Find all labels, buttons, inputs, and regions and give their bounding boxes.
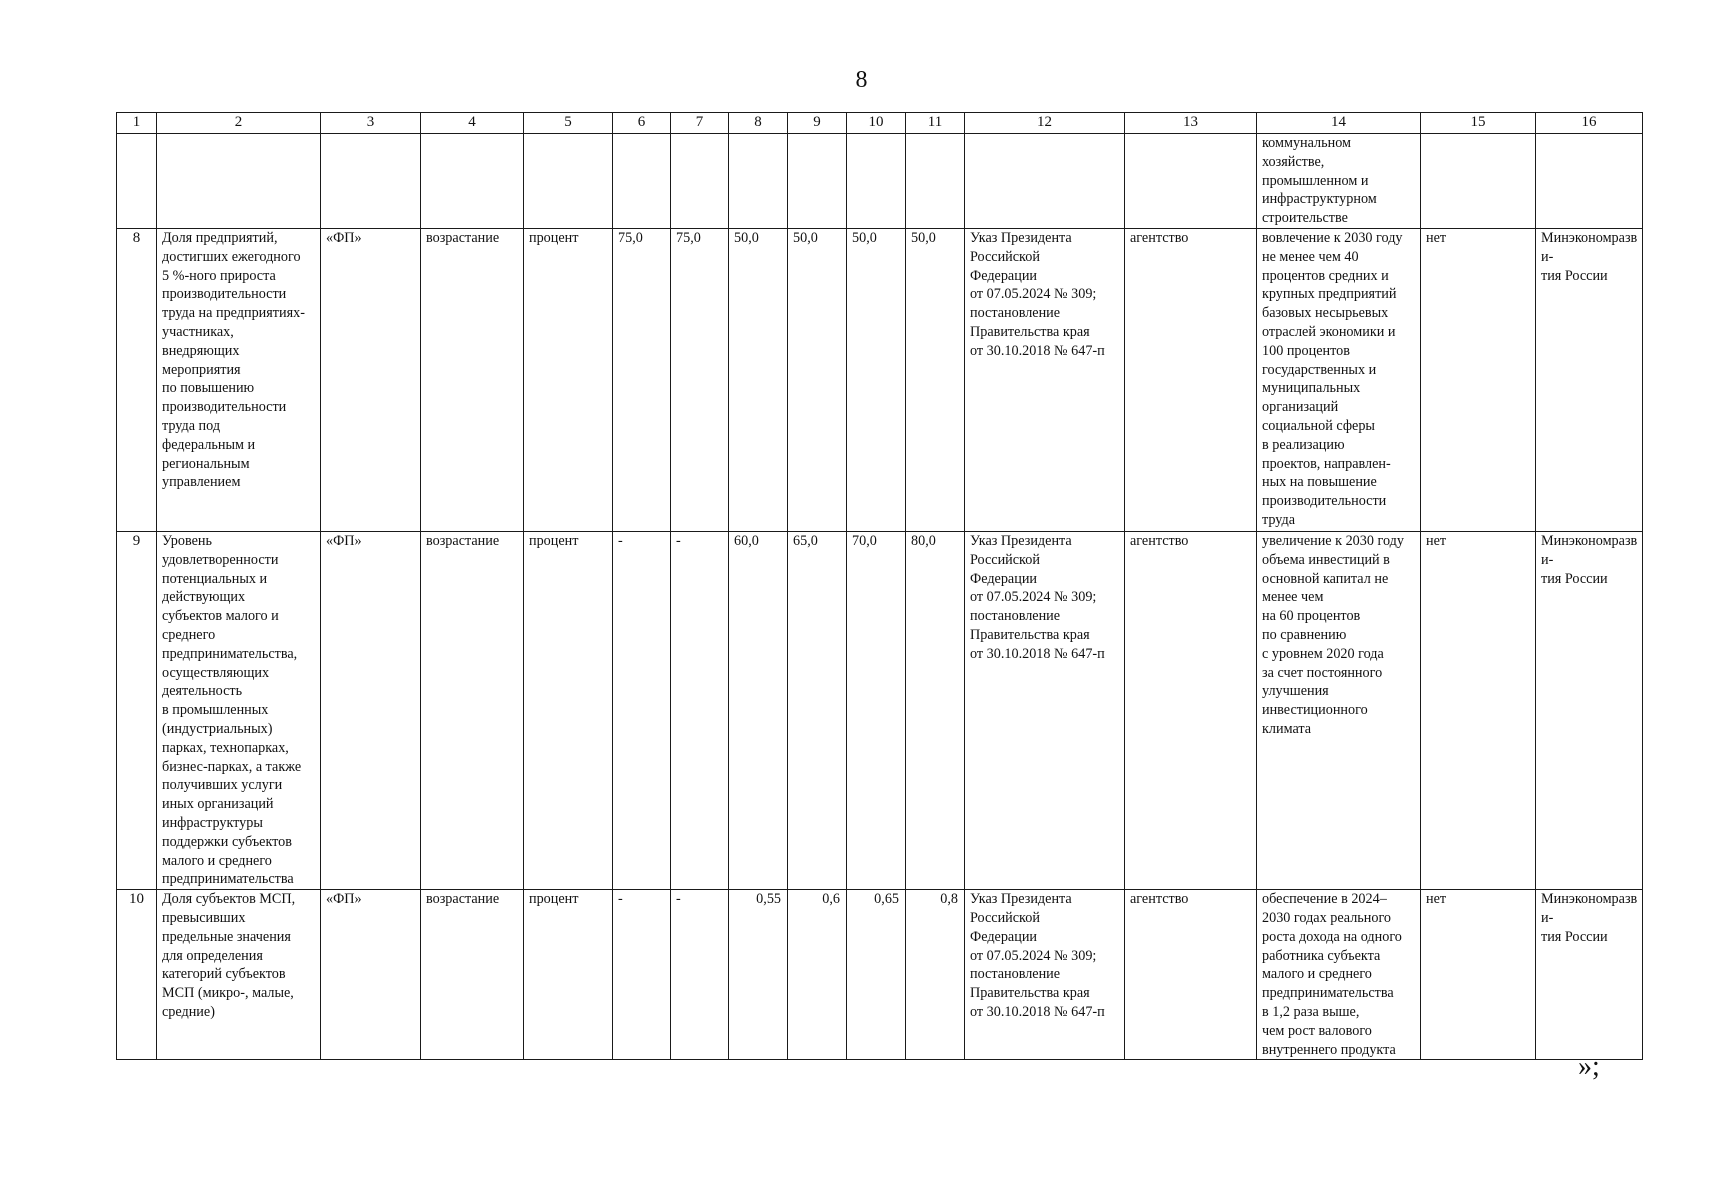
closing-quote-mark: »; xyxy=(1578,1051,1600,1082)
table-cell xyxy=(671,134,729,229)
column-header: 16 xyxy=(1536,113,1643,134)
goal-contribution: обеспечение в 2024– 2030 годах реального роста дохода на одного работника субъекта малого и среднего предпринимательства в 1,2 раза выше, чем рост валового внутреннего продукта xyxy=(1257,890,1421,1060)
federal-ministry: Минэкономразви- тия России xyxy=(1536,229,1643,532)
table-cell xyxy=(1421,134,1536,229)
responsible-body: агентство xyxy=(1125,532,1257,890)
legal-basis: Указ Президента Российской Федерации от 07.05.2024 № 309; постановление Правительства края от 30.10.2018 № 647-п xyxy=(965,890,1125,1060)
table-cell xyxy=(906,134,965,229)
table-cell xyxy=(613,134,671,229)
table-cell xyxy=(524,134,613,229)
header-row xyxy=(117,113,1643,134)
year-value: 50,0 xyxy=(847,229,906,532)
year-value: 0,8 xyxy=(906,890,965,1060)
year-value: 50,0 xyxy=(788,229,847,532)
responsible-body: агентство xyxy=(1125,229,1257,532)
goal-contribution-cell: коммунальном хозяйстве, промышленном и инфраструктурном строительстве xyxy=(1257,134,1421,229)
column-header: 15 xyxy=(1421,113,1536,134)
year-value: 80,0 xyxy=(906,532,965,890)
indicators-table xyxy=(116,112,1643,1060)
indicator-name: Уровень удовлетворенности потенциальных и действующих субъектов малого и среднего предпринимательства, осуществляющих деятельность в промышленных (индустриальных) парках, технопарках, бизнес-парках, а также получивших услуги иных организаций инфраструктуры поддержки субъектов малого и среднего предпринимательства xyxy=(157,532,321,890)
unit-of-measure: процент xyxy=(524,890,613,1060)
year-value: 60,0 xyxy=(729,532,788,890)
table-cell xyxy=(321,134,421,229)
column-header: 2 xyxy=(157,113,321,134)
table-cell xyxy=(729,134,788,229)
base-value: 75,0 xyxy=(613,229,671,532)
indicator-trend: возрастание xyxy=(421,532,524,890)
year-value: 50,0 xyxy=(906,229,965,532)
goal-contribution: увеличение к 2030 году объема инвестиций в основной капитал не менее чем на 60 процентов по сравнению с уровнем 2020 года за счет постоянного улучшения инвестиционного климата xyxy=(1257,532,1421,890)
year-value: 50,0 xyxy=(729,229,788,532)
responsible-body: агентство xyxy=(1125,890,1257,1060)
page-number: 8 xyxy=(855,67,868,93)
column-header: 4 xyxy=(421,113,524,134)
federal-ministry: Минэкономразви- тия России xyxy=(1536,890,1643,1060)
indicator-name: Доля субъектов МСП, превысивших предельные значения для определения категорий субъектов МСП (микро-, малые, средние) xyxy=(157,890,321,1060)
continuation-row xyxy=(117,134,1643,229)
column-header: 8 xyxy=(729,113,788,134)
goal-contribution: вовлечение к 2030 году не менее чем 40 процентов средних и крупных предприятий базовых несырьевых отраслей экономики и 100 процентов государственных и муниципальных организаций социальной сферы в реализацию проектов, направлен- ных на повышение производительности труда xyxy=(1257,229,1421,532)
unit-of-measure: процент xyxy=(524,532,613,890)
column-header: 11 xyxy=(906,113,965,134)
gis-link: нет xyxy=(1421,532,1536,890)
row-number: 8 xyxy=(117,229,157,532)
column-header: 13 xyxy=(1125,113,1257,134)
unit-of-measure: процент xyxy=(524,229,613,532)
indicator-level: «ФП» xyxy=(321,229,421,532)
base-year-value: 75,0 xyxy=(671,229,729,532)
column-header: 7 xyxy=(671,113,729,134)
gis-link: нет xyxy=(1421,890,1536,1060)
column-header: 3 xyxy=(321,113,421,134)
year-value: 0,65 xyxy=(847,890,906,1060)
base-year-value: - xyxy=(671,890,729,1060)
base-year-value: - xyxy=(671,532,729,890)
indicator-name: Доля предприятий, достигших ежегодного 5 %-ного прироста производительности труда на предприятиях- участниках, внедряющих мероприятия по повышению производительности труда под федеральным и региональным управлением xyxy=(157,229,321,532)
column-header: 10 xyxy=(847,113,906,134)
table-cell xyxy=(1125,134,1257,229)
year-value: 70,0 xyxy=(847,532,906,890)
column-header: 14 xyxy=(1257,113,1421,134)
legal-basis: Указ Президента Российской Федерации от 07.05.2024 № 309; постановление Правительства края от 30.10.2018 № 647-п xyxy=(965,532,1125,890)
column-header: 9 xyxy=(788,113,847,134)
table-cell xyxy=(157,134,321,229)
indicator-level: «ФП» xyxy=(321,890,421,1060)
indicator-trend: возрастание xyxy=(421,890,524,1060)
base-value: - xyxy=(613,532,671,890)
table-row xyxy=(117,890,1643,1060)
row-number: 9 xyxy=(117,532,157,890)
column-header: 12 xyxy=(965,113,1125,134)
table-cell xyxy=(117,134,157,229)
indicator-level: «ФП» xyxy=(321,532,421,890)
table-row xyxy=(117,229,1643,532)
table-cell xyxy=(847,134,906,229)
column-header: 6 xyxy=(613,113,671,134)
table-row xyxy=(117,532,1643,890)
table-cell xyxy=(421,134,524,229)
column-header: 1 xyxy=(117,113,157,134)
row-number: 10 xyxy=(117,890,157,1060)
base-value: - xyxy=(613,890,671,1060)
federal-ministry: Минэкономразви- тия России xyxy=(1536,532,1643,890)
indicator-trend: возрастание xyxy=(421,229,524,532)
table-cell xyxy=(1536,134,1643,229)
table-cell xyxy=(788,134,847,229)
legal-basis: Указ Президента Российской Федерации от 07.05.2024 № 309; постановление Правительства края от 30.10.2018 № 647-п xyxy=(965,229,1125,532)
year-value: 65,0 xyxy=(788,532,847,890)
table-cell xyxy=(965,134,1125,229)
column-header: 5 xyxy=(524,113,613,134)
year-value: 0,6 xyxy=(788,890,847,1060)
year-value: 0,55 xyxy=(729,890,788,1060)
gis-link: нет xyxy=(1421,229,1536,532)
